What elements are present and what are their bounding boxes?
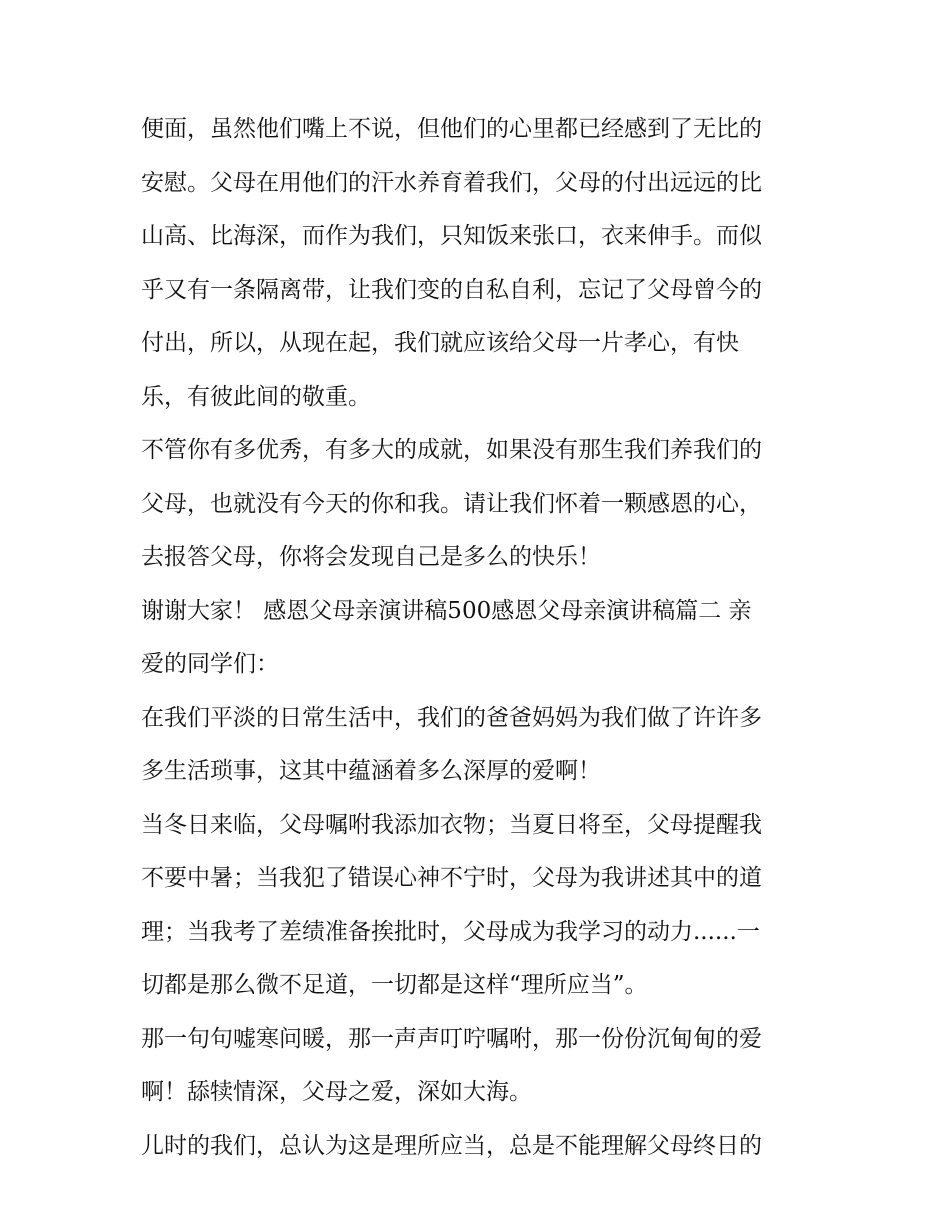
text-line: 不要中暑；当我犯了错误心神不宁时，父母为我讲述其中的道 bbox=[141, 865, 762, 891]
document-body bbox=[141, 103, 813, 1173]
paragraph-7 bbox=[141, 1120, 813, 1174]
text-line: 当冬日来临，父母嘱咐我添加衣物；当夏日将至，父母提醒我 bbox=[141, 811, 762, 838]
text-line: 去报答父母，你将会发现自己是多么的快乐！ bbox=[141, 544, 601, 570]
text-line: 啊！舔犊情深，父母之爱，深如大海。 bbox=[141, 1079, 532, 1105]
text-line: 不管你有多优秀，有多大的成就，如果没有那生我们养我们的 bbox=[141, 437, 762, 463]
text-line: 乎又有一条隔离带，让我们变的自私自利，忘记了父母曾今的 bbox=[141, 276, 762, 303]
paragraph-5 bbox=[141, 799, 813, 1013]
text-line: 那一句句嘘寒问暖，那一声声叮咛嘱咐，那一份份沉甸甸的爱 bbox=[141, 1025, 762, 1052]
text-line: 多生活琐事，这其中蕴涵着多么深厚的爱啊！ bbox=[141, 758, 601, 784]
paragraph-2 bbox=[141, 424, 813, 585]
paragraph-4 bbox=[141, 692, 813, 799]
paragraph-1 bbox=[141, 103, 813, 424]
text-line: 儿时的我们，总认为这是理所应当，总是不能理解父母终日的 bbox=[141, 1132, 762, 1159]
text-line: 便面，虽然他们嘴上不说，但他们的心里都已经感到了无比的 bbox=[141, 116, 762, 142]
text-line: 谢谢大家！ 感恩父母亲演讲稿500感恩父母亲演讲稿篇二 亲 bbox=[141, 597, 752, 624]
text-line: 乐，有彼此间的敬重。 bbox=[141, 383, 371, 410]
text-line: 在我们平淡的日常生活中，我们的爸爸妈妈为我们做了许许多 bbox=[141, 704, 762, 731]
text-line: 切都是那么微不足道，一切都是这样“理所应当”。 bbox=[141, 972, 648, 998]
text-line: 爱的同学们： bbox=[141, 651, 279, 677]
text-line: 付出，所以，从现在起，我们就应该给父母一片孝心，有快 bbox=[141, 330, 739, 356]
text-line: 父母，也就没有今天的你和我。请让我们怀着一颗感恩的心， bbox=[141, 490, 762, 517]
text-line: 山高、比海深，而作为我们，只知饭来张口，衣来伸手。而似 bbox=[141, 223, 762, 249]
text-line: 安慰。父母在用他们的汗水养育着我们，父母的付出远远的比 bbox=[141, 169, 762, 196]
text-line: 理；当我考了差绩准备挨批时，父母成为我学习的动力......一 bbox=[141, 918, 760, 945]
paragraph-3 bbox=[141, 585, 813, 692]
paragraph-6 bbox=[141, 1013, 813, 1120]
